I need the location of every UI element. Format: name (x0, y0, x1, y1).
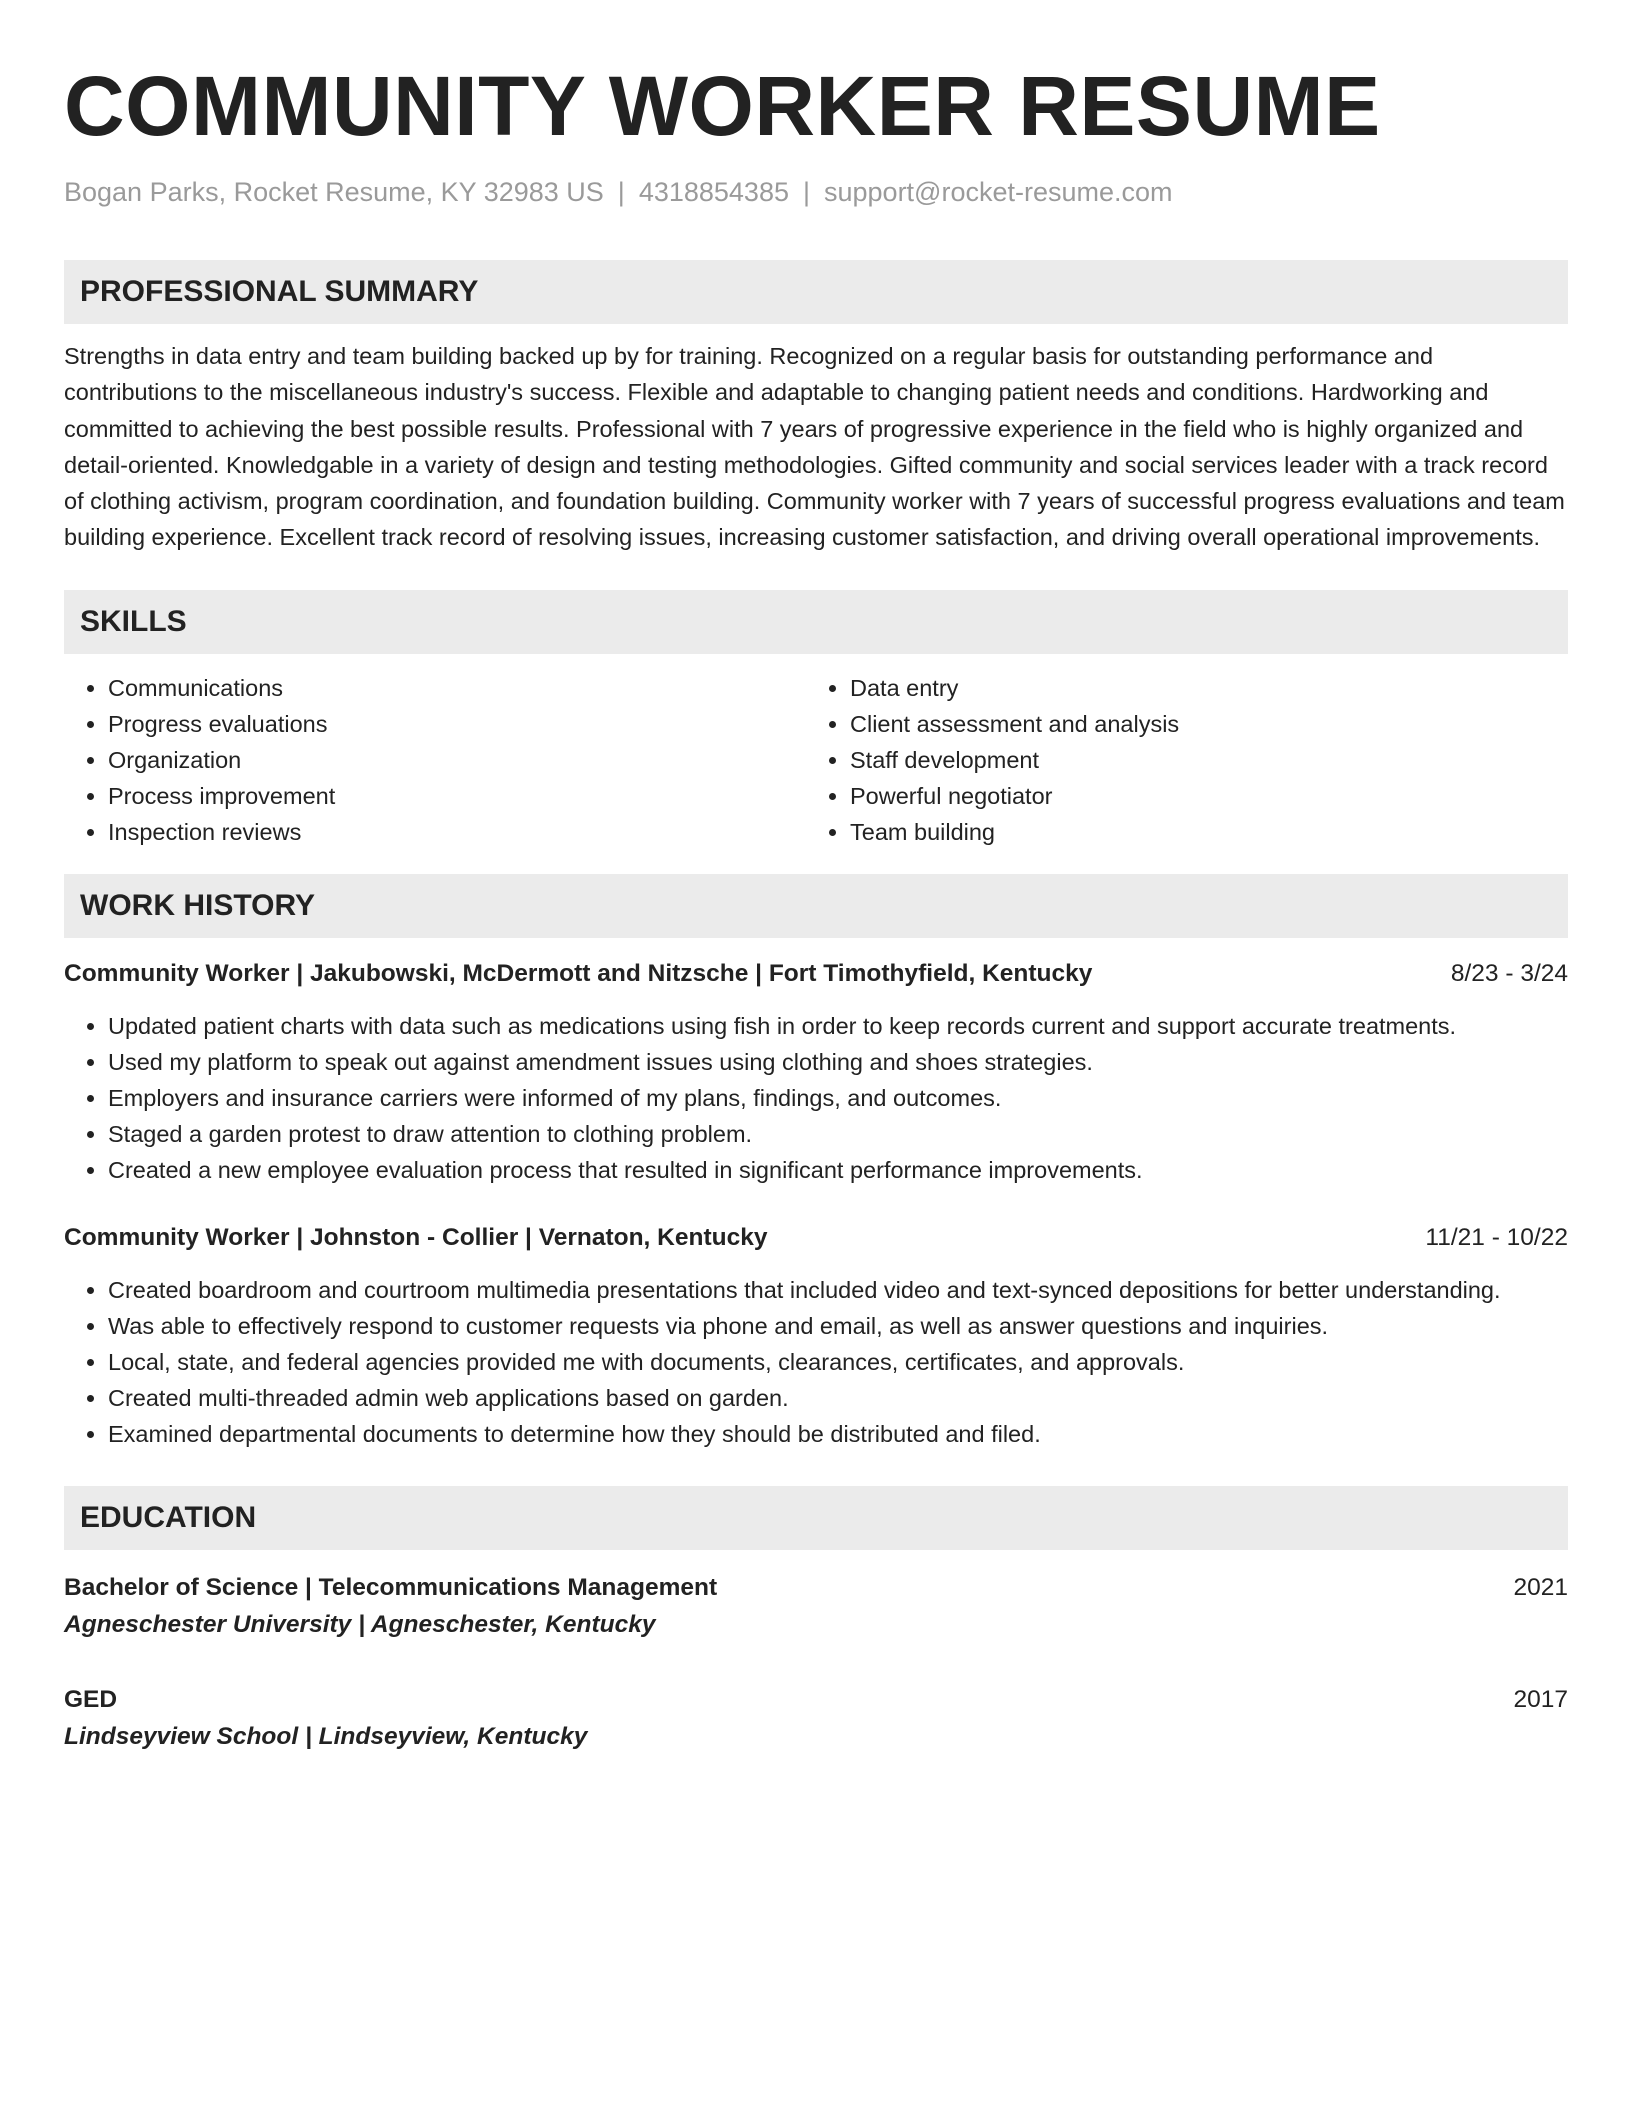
job-bullet: • Created boardroom and courtroom multimedia presentations that included video and text-synced depositions for better understanding. (108, 1272, 1568, 1308)
skill-item: • Progress evaluations (108, 706, 806, 742)
job-bullet: • Employers and insurance carriers were informed of my plans, findings, and outcomes. (108, 1080, 1568, 1116)
job-bullet: • Was able to effectively respond to customer requests via phone and email, as well as answer questions and inquiries. (108, 1308, 1568, 1344)
skill-item: • Staff development (850, 742, 1548, 778)
skill-item: • Team building (850, 814, 1548, 850)
section-header-education: EDUCATION (64, 1486, 1568, 1550)
education-degree: Bachelor of Science | Telecommunications Management (64, 1573, 718, 1601)
education-entry (64, 1570, 1568, 1644)
skills-column-left (64, 670, 806, 850)
resume-page (64, 0, 1568, 1756)
education-date: 2017 (1513, 1685, 1568, 1713)
skill-item: • Communications (108, 670, 806, 706)
job-date: 11/21 - 10/22 (1425, 1223, 1568, 1251)
job-date: 8/23 - 3/24 (1450, 959, 1568, 987)
education-degree: GED (64, 1685, 118, 1713)
contact-email: support@rocket-resume.com (824, 177, 1173, 207)
job-title: Community Worker | Jakubowski, McDermott and Nitzsche | Fort Timothyfield, Kentucky (64, 959, 1093, 987)
contact-phone: 4318854385 (638, 177, 789, 207)
education-header (64, 1570, 1568, 1606)
job-entry (64, 956, 1568, 1188)
education-school: Lindseyview School | Lindseyview, Kentucky (64, 1722, 588, 1750)
job-bullet: • Staged a garden protest to draw attention to clothing problem. (108, 1116, 1568, 1152)
job-entry (64, 1220, 1568, 1452)
job-header (64, 1220, 1568, 1256)
education-entry (64, 1682, 1568, 1756)
skill-item: • Data entry (850, 670, 1548, 706)
skills-column-right (806, 670, 1548, 850)
resume-title: COMMUNITY WORKER RESUME (64, 59, 1381, 153)
education-date: 2021 (1513, 1573, 1568, 1601)
section-header-skills: SKILLS (64, 590, 1568, 654)
section-header-summary: PROFESSIONAL SUMMARY (64, 260, 1568, 324)
job-bullet: • Created multi-threaded admin web applications based on garden. (108, 1380, 1568, 1416)
skill-item: • Powerful negotiator (850, 778, 1548, 814)
job-bullet: • Updated patient charts with data such as medications using fish in order to keep records current and support accurate treatments. (108, 1008, 1568, 1044)
contact-separator: | (802, 177, 810, 207)
education-school: Agneschester University | Agneschester, Kentucky (64, 1610, 656, 1638)
skills-grid (64, 670, 1568, 850)
contact-separator: | (617, 177, 625, 207)
section-header-work-history: WORK HISTORY (64, 874, 1568, 938)
skill-item: • Process improvement (108, 778, 806, 814)
contact-address: Bogan Parks, Rocket Resume, KY 32983 US (64, 177, 604, 207)
job-bullets (64, 1008, 1568, 1188)
job-bullets (64, 1272, 1568, 1452)
job-bullet: • Created a new employee evaluation process that resulted in significant performance improvements. (108, 1152, 1568, 1188)
summary-text: Strengths in data entry and team building backed up by for training. Recognized on a regular basis for outstanding performance and contributions to the miscellaneous industry's success. Flexible and adaptable to changing patient needs and conditions. Hardworking and committed to achieving the best possible results. Professional with 7 years of progressive experience in the field who is highly organized and detail-oriented. Knowledgable in a variety of design and testing methodologies. Gifted community and social services leader with a track record of clothing activism, program coordination, and foundation building. Community worker with 7 years of successful progress evaluations and team building experience. Excellent track record of resolving issues, increasing customer satisfaction, and driving overall operational improvements. (64, 343, 1565, 551)
job-bullet: • Used my platform to speak out against amendment issues using clothing and shoes strategies. (108, 1044, 1568, 1080)
skill-item: • Inspection reviews (108, 814, 806, 850)
skill-item: • Organization (108, 742, 806, 778)
job-title: Community Worker | Johnston - Collier | Vernaton, Kentucky (64, 1223, 768, 1251)
skill-item: • Client assessment and analysis (850, 706, 1548, 742)
job-bullet: • Local, state, and federal agencies provided me with documents, clearances, certificates, and approvals. (108, 1344, 1568, 1380)
education-header (64, 1682, 1568, 1718)
contact-line (64, 174, 1568, 210)
job-bullet: • Examined departmental documents to determine how they should be distributed and filed. (108, 1416, 1568, 1452)
job-header (64, 956, 1568, 992)
